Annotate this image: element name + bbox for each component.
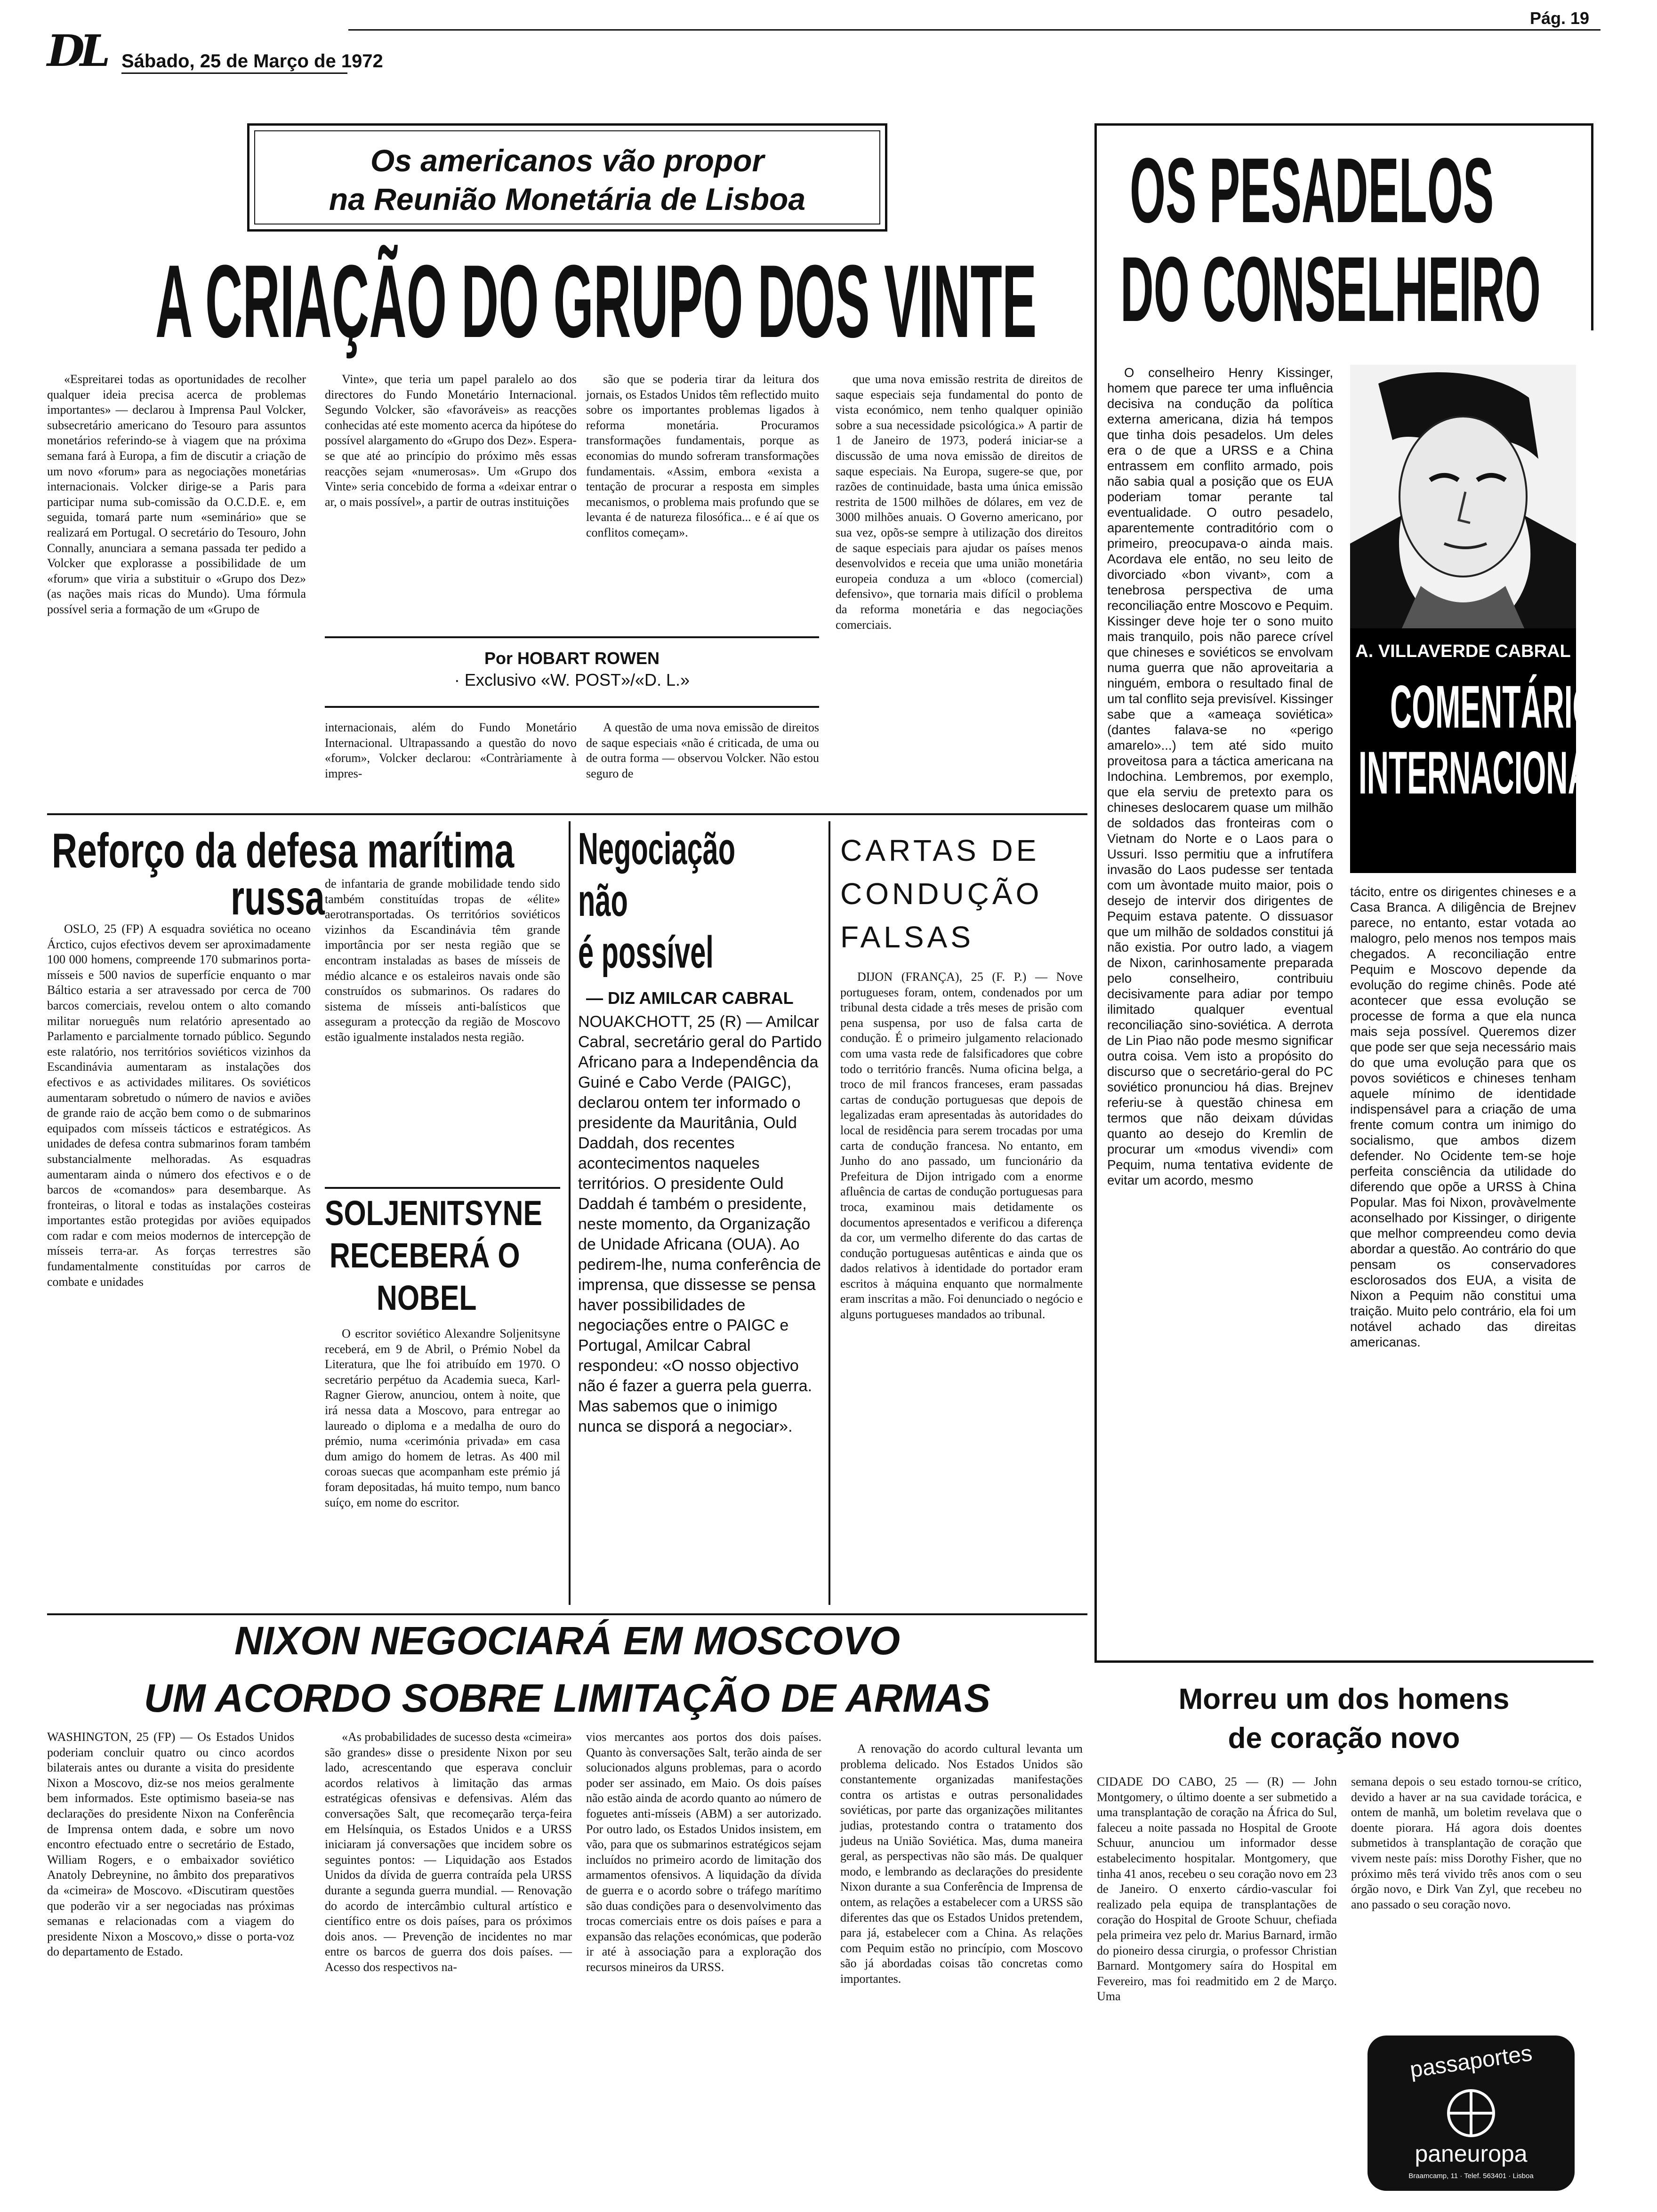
article5-body <box>578 1012 823 1605</box>
author-photo <box>1350 365 1608 873</box>
article6-body-text: DIJON (FRANÇA), 25 (F. P.) — Nove portugueses foram, ontem, condenados por um tribunal desta cidade a três meses de prisão com pena suspensa, por uso de falsa carta de condução. É o primeiro julgamento relacionado com uma vasta rede de falsificadores que cobre todo o território francês. Numa oficina belga, a troco de mil francos franceses, eram passadas cartas de condução portuguesas que depois de legalizadas eram apresentadas às autoridades do local de residência para serem trocadas por uma carta de condução francesa. No entanto, em Junho do ano passado, um funcionário da Prefeitura de Dijon intrigado com a enorme afluência de cartas de condução portuguesas para troca, examinou mais detidamente os documentos apresentados e verificou a diferença da cor, um vermelho diferente do das cartas de condução portuguesas autênticas e ainda que os dados relativos à identidade do portador eram escritos à máquina enquanto que normalmente eram inscritas a mão. Foi denunciado o negócio e alguns portugueses mandados ao tribunal. <box>840 970 1083 1322</box>
article8-col1-text: CIDADE DO CABO, 25 — (R) — John Montgomery, o último doente a ser submetido a uma transplantação de coração na África do Sul, faleceu a noite passada no Hospital de Groote Schuur, anunciou um informador desse estabelecimento hospitalar. Montgomery, que tinha 41 anos, recebeu o seu coração novo em 23 de Janeiro. O enxerto cárdio-vascular foi realizado pela equipa de transplantações de coração do Hospital de Groote Schuur, chefiada pela primeira vez pelo dr. Marius Barnard, irmão do pioneiro dessa cirurgia, o professor Christian Barnard. Montgomery saíra do Hospital em Fevereiro, mas foi readmitido em 2 de Março. Uma <box>1097 1775 1337 2004</box>
kicker-line-1: Os americanos vão propor <box>370 143 764 178</box>
article7-col2-text: «As probabilidades de sucesso desta «cimeira» são grandes» disse o presidente Nixon por seu lado, acrescentando que esperava concluir acordos relativos à limitação das armas estratégicas ofensivas e defensivas. Além das conversações Salt, que recomeçarão terça-feira em Helsínquia, os Estados Unidos e a URSS iniciaram já conversações que incidem sobre os seguintes pontos: — Liquidação aos Estados Unidos da dívida de guerra contraída pela URSS durante a segunda guerra mundial. — Renovação do acordo de intercâmbio cultural artístico e científico entre os dois países, para os próximos dois anos. — Prevenção de incidentes no mar entre os barcos de guerra dos dois países. — Acesso dos respectivos na- <box>325 1730 572 1974</box>
article2-col2-text: tácito, entre os dirigentes chineses e a Casa Branca. A diligência de Brejnev parece, no entanto, estar votada ao malogro, pelo menos nos tempos mais chegados. A reconciliação entre Pequim e Moscovo depende da evolução do regime chinês. Pode até acontecer que essa evolução se processe de forma a que ela nunca mais seja possível. Queremos dizer que pode ser que seja necessário mais do que uma evolução para que os povos soviéticos e chineses tenham aquele mínimo de identidade indispensável para a criação de uma frente comum contra um inimigo do socialismo, que ambos dizem defender. No Ocidente tem-se hoje perfeita consciência da utilidade do diferendo que opõe a URSS à China Popular. Mas foi Nixon, provàvelmente aconselhado por Kissinger, o dirigente que melhor compreendeu como devia abordar a questão. Ao contrário do que pensam os conservadores esclorosados dos EUA, a visita de Nixon a Pequim não constitui uma traição. Muito pelo contrário, ela foi um notável achado das direitas americanas. <box>1350 884 1576 1349</box>
advert-tagline: passaportes <box>1408 2041 1534 2083</box>
article6-headline-line2: CONDUÇÃO <box>840 877 1043 911</box>
article5-subhead: — DIZ AMILCAR CABRAL <box>586 988 794 1008</box>
article4-headline-line2: RECEBERÁ O <box>330 1236 520 1275</box>
article1-col2b-text: internacionais, além do Fundo Monetário Internacional. Ultrapassando a questão do novo «forum», Volcker declarou: «Contràriamente à impres- <box>325 721 577 780</box>
article7-col1-text: WASHINGTON, 25 (FP) — Os Estados Unidos poderiam concluir quatro ou cinco acordos bilaterais antes ou durante a visita do presidente Nixon a Moscovo, diz-se nos meios geralmente bem informados. Este optimismo baseia-se nas declarações do presidente Nixon na Conferência de Imprensa ontem dada, e sobre um novo encontro efectuado entre o secretário de Estado, William Rogers, e o embaixador soviético Anatoly Debreynine, no âmbito dos preparativos da «cimeira» de Moscovo. «Discutiram questões que poderão vir a ser negociadas nas próximas semanas e relacionadas com a viagem do presidente Nixon a Moscovo,» disse o porta-voz do departamento de Estado. <box>47 1730 294 1959</box>
article1-col2-text: Vinte», que teria um papel paralelo ao dos directores do Fundo Monetário Internacional. Segundo Volcker, são «favoráveis» as reacções conhecidas até este momento acerca da hipótese do possível alargamento do «Grupo dos Dez». Espera-se que até ao princípio do próximo mês essas reacções sejam «numerosas». Um «Grupo dos Vinte» seria concebido de forma a «deixar entrar o ar, o mais possível», a partir de outras instituições <box>325 372 577 509</box>
article5-headline-line3: é possível <box>578 927 714 978</box>
article1-col2 <box>325 372 577 628</box>
article8-headline-line2: de coração novo <box>1228 1722 1460 1755</box>
article7-col3-text: vios mercantes aos portos dos dois países. Quanto às conversações Salt, terão ainda de ser solucionados alguns problemas, para o acordo poder ser assinado, em Maio. Os dois países não estão ainda de acordo quanto ao número de foguetes anti-mísseis (ABM) a ser autorizado. Por outro lado, os Estados Unidos insistem, em vão, para que os submarinos estratégicos sejam incluídos no primeiro acordo de limitação dos armamentos ofensivos. A liquidação da dívida de guerra e o acordo sobre o tráfego marítimo são duas condições para o desenvolvimento das trocas comerciais entre os dois países e para a expansão das relações económicas, que poderão ir até à associação para a exploração dos recursos mineiros da URSS. <box>586 1730 821 1974</box>
article1-col3-text: são que se poderia tirar da leitura dos jornais, os Estados Unidos têm reflectido muito sobre os importantes problemas ligados à reforma monetária. Procuramos transformações fundamentais, porque as economias do mundo sofreram transformações fundamentais. «Assim, embora «exista a tentação de procurar a resposta em simples mecanismos, o problema mais profundo que se levanta é de natureza filosófica... e é aí que os conflitos começam». <box>586 372 819 539</box>
article7-headline-line2: UM ACORDO SOBRE LIMITAÇÃO DE ARMAS <box>144 1676 991 1720</box>
article7-col2 <box>325 1730 572 2181</box>
advert-address: Braamcamp, 11 · Telef. 563401 · Lisboa <box>1408 2172 1534 2180</box>
article1-byline: Por HOBART ROWEN <box>484 649 660 668</box>
article1-col3b <box>586 720 819 805</box>
rubric-line2: INTERNACIONAL <box>1359 739 1608 807</box>
author-caption: A. VILLAVERDE CABRAL <box>1355 641 1571 661</box>
article1-col1-text: «Espreitarei todas as oportunidades de recolher qualquer ideia precisa acerca de problemas importantes» — declarou à Imprensa Paul Volcker, subsecretário americano do Tesouro para assuntos monetários referindo-se à viagem que na próxima semana fará à Europa, a fim de discutir a criação de um novo «forum» para as negociações monetárias internacionais. Volcker dirige-se a Paris para participar numa sub-comissão da O.C.D.E. e, em seguida, tomará parte num «seminário» que se realizará em Portugal. O secretário do Tesouro, John Connally, anunciara a semana passada ter pedido a Volcker que explorasse a possibilidade de um «forum» que viria a substituir o «Grupo dos Dez» (as nações mais ricas do Mundo). Uma fórmula possível seria a formação de um «Grupo de <box>47 372 306 616</box>
section-rule-mid <box>47 813 1087 815</box>
rubric-line1: COMENTÁRIO <box>1390 673 1596 741</box>
article4-headline-line3: NOBEL <box>377 1278 477 1317</box>
article2-border-top <box>1094 123 1593 126</box>
kicker-box <box>247 123 887 232</box>
masthead-date: Sábado, 25 de Março de 1972 <box>121 51 383 72</box>
article1-col3b-text: A questão de uma nova emissão de direitos de saque especiais «não é criticada, de uma ou de outra forma — observou Volcker. Não estou seguro de <box>586 721 819 780</box>
advert-brand: paneuropa <box>1415 2140 1528 2167</box>
article1-byline-source: · Exclusivo «W. POST»/«D. L.» <box>454 670 690 689</box>
article7-col3 <box>586 1730 821 2181</box>
article4-body-text: O escritor soviético Alexandre Soljenitsyne receberá, em 9 de Abril, o Prémio Nobel da Literatura, que lhe foi atribuído em 1970. O secretário perpétuo da Academia sueca, Karl-Ragner Gierow, anunciou, ontem à noite, que irá nessa data a Moscovo, para entregar ao laureado o diploma e a medalha de ouro do prémio, numa «cerimónia privada» em casa dum amigo do homem de letras. As 400 mil coroas suecas que acompanham este prémio já foram depositadas, há muito tempo, num banco suíço, em nome do escritor. <box>325 1327 560 1509</box>
article6-rule-left <box>828 821 830 1605</box>
article6-headline-line3: FALSAS <box>840 920 974 954</box>
article5-headline-line1: Negociação <box>578 824 736 874</box>
article3-col2-text: de infantaria de grande mobilidade tendo sido também constituídas tropas de «élite» aerotransportadas. Os territórios soviéticos vizinhos da Escandinávia têm grande importância por ser nesta região que se encontram instaladas as bases de mísseis de médio alcance e os estaleiros navais onde são construídos os submarinos. Os radares do sistema de mísseis anti-balísticos que asseguram a protecção da região de Moscovo estão igualmente instalados nesta região. <box>325 877 560 1044</box>
article2-col2 <box>1350 884 1576 1656</box>
masthead-rule <box>121 72 347 74</box>
article7-col4 <box>840 1741 1083 2181</box>
article8-col2 <box>1351 1774 1582 2031</box>
article2-headline-line2: DO CONSELHEIRO <box>1120 238 1541 341</box>
article1-headline: A CRIAÇÃO DO GRUPO DOS VINTE <box>155 243 1037 359</box>
article7-col1 <box>47 1730 294 2181</box>
article5-rule-left <box>569 821 571 1605</box>
article7-headline-line1: NIXON NEGOCIARÁ EM MOSCOVO <box>234 1619 901 1663</box>
article3-col2 <box>325 876 560 1206</box>
article7-rule-top <box>47 1613 1087 1615</box>
article2-border-right <box>1591 123 1593 330</box>
byline-rule-top <box>325 636 819 638</box>
article5-body-text: NOUAKCHOTT, 25 (R) — Amilcar Cabral, secretário geral do Partido Africano para a Independência da Guiné e Cabo Verde (PAIGC), declarou ontem ter informado o presidente da Mauritânia, Ould Daddah, dos recentes acontecimentos naqueles territórios. O presidente Ould Daddah é também o presidente, neste momento, da Organização de Unidade Africana (OUA). Ao pedirem-lhe, numa conferência de imprensa, que dissesse se pensa haver possibilidades de negociações entre o PAIGC e Portugal, Amilcar Cabral respondeu: «O nosso objectivo não é fazer a guerra pela guerra. Mas sabemos que o inimigo nunca se disporá a negociar». <box>578 1013 822 1435</box>
article2-col1-text: O conselheiro Henry Kissinger, homem que parece ter uma influência decisiva na condução da política externa americana, dizia há tempos que tinha dois pesadelos. Um deles era o de que a URSS e a China entrassem em conflito armado, pois não sabia qual a posição que os EUA poderiam tomar perante tal eventualidade. O outro pesadelo, aparentemente contraditório com o primeiro, preocupava-o ainda mais. Acordava ele então, no seu leito de divorciado «bon vivant», com a tenebrosa perspectiva de uma reconciliação entre Moscovo e Pequim. Kissinger deve hoje ter o sono muito mais tranquilo, pois não parece crível que chineses e soviéticos se envolvam numa guerra que não aproveitaria a ninguém, embora o resultado final de um tal conflito seja previsível. Kissinger sabe que a «ameaça soviética» (dantes falava-se no «perigo amarelo»...) tem até sido muito proveitosa para a táctica americana na Indochina. Lembremos, por exemplo, que ela serviu de pretexto para os chineses deslocarem quase um milhão de soldados das fronteiras com o Vietnam do Norte e o Laos para o Ussuri. Isso permitiu que a infrutífera invasão do Laos pudesse ser tentada com um àvontade muito maior, pois o desejo de intervir dos dirigentes de Pequim estava patente. O dissuasor que um milhão de soldados constitui já não existia. Por outro lado, a viagem de Nixon, carinhosamente preparada pelo conselheiro, contribuiu decisivamente para adiar por tempo ilimitado qualquer eventual reconciliação sino-soviética. A derrota de Lin Piao não pode mesmo significar outra coisa. Vem isto a propósito do discurso que o secretário-geral do PC soviético pronunciou há dias. Brejnev referiu-se à questão chinesa em termos que não deixam dúvidas quanto ao desejo do Kremlin de procurar um «modus vivendi» com Pequim, numa tentativa evidente de evitar um acordo, mesmo <box>1107 365 1333 1187</box>
paneuropa-advert <box>1367 2036 1575 2191</box>
article3-col1 <box>47 922 311 1609</box>
article4-rule-top <box>325 1187 560 1189</box>
author-portrait-icon <box>1350 365 1576 628</box>
article2-border-left <box>1094 123 1097 1662</box>
article8-col1 <box>1097 1774 1337 2188</box>
article6-headline-line1: CARTAS DE <box>840 834 1040 867</box>
article3-col1-text: OSLO, 25 (FP) A esquadra soviética no oceano Árctico, cujos efectivos devem ser aproximadamente 100 000 homens, compreende 170 submarinos porta-mísseis e 500 navios de superfície enquanto o mar Báltico estaria a ser atravessado por cerca de 700 barcos comerciais, revelou ontem o alto comando militar norueguês num relatório apresentado ao Parlamento e parcialmente tornado público. Segundo este ralatório, nos territórios soviéticos vizinhos da Escandinávia aumentaram as instalações dos efectivos e as actividades militares. Os soviéticos aumentaram sobretudo o número de navios e aviões de grande raio de acção bem como o de submarinos equipados com mísseis tácticos e estratégicos. As unidades de defesa contra submarinos foram também substancialmente melhoradas. As esquadras aumentaram ainda o número dos efectivos e o de barcos de «comandos» para desembarque. As fronteiras, o litoral e todas as instalações costeiras importantes estão protegidas por aviões equipados com radar e com meios modernos de intercepção de mísseis terra-ar. As forças terrestres são fundamentalmente constituídas por carros de combate e unidades <box>47 922 311 1289</box>
article2-border-bottom <box>1094 1660 1593 1663</box>
article5-headline-line2: não <box>578 875 628 926</box>
article1-col1 <box>47 372 306 805</box>
top-rule <box>348 29 1601 31</box>
article8-headline-line1: Morreu um dos homens <box>1178 1683 1510 1715</box>
article3-headline-line2: russa <box>231 871 325 925</box>
globe-cross-icon <box>1445 2087 1497 2139</box>
article8-col2-text: semana depois o seu estado tornou-se crítico, devido a haver ar na sua cavidade torácica, e ontem de manhã, um boletim revelava que o doente piorara. Há agora dois doentes submetidos à transplantação de coração que vivem neste país: miss Dorothy Fisher, que no próximo mês terá vivido três anos com o seu órgão novo, e Dirk Van Zyl, que recebeu no ano passado o seu coração novo. <box>1351 1775 1582 1911</box>
kicker-line-2: na Reunião Monetária de Lisboa <box>329 182 806 216</box>
article1-col4 <box>836 372 1083 805</box>
article1-col2b <box>325 720 577 805</box>
article4-headline-line1: SOLJENITSYNE <box>325 1194 542 1233</box>
masthead-logo: DL <box>47 25 106 76</box>
article2-headline-line1: OS PESADELOS <box>1130 139 1494 242</box>
article6-body <box>840 970 1083 1605</box>
article1-col4-text: que uma nova emissão restrita de direitos de saque especiais seja fundamental do ponto de vista económico, nem tenho qualquer opinião sobre a sua necessidade psicológica.» A partir de 1 de Janeiro de 1973, poderá iniciar-se a discussão de uma nova emissão de direitos de saque especiais. Na Europa, sugere-se que, por razões de continuidade, basta uma única emissão restrita de 1500 milhões de dólares, em vez de 3000 milhões anuais. O Governo americano, por sua vez, opõs-se sempre à utilização dos direitos de saque especiais para ajudar os países menos desenvolvidos e receia que uma união monetária europeia conduza a um «bloco (comercial) defensivo», que tornaria mais difícil o problema da reforma monetária e das negociações comerciais. <box>836 372 1083 632</box>
byline-rule-bottom <box>325 706 819 708</box>
article3-headline-line1: Reforço da defesa marítima <box>52 824 515 878</box>
article4-body <box>325 1326 560 1613</box>
page-number: Pág. 19 <box>1530 8 1590 28</box>
article1-col3 <box>586 372 819 628</box>
article2-col1 <box>1107 365 1333 1654</box>
article7-col4-text: A renovação do acordo cultural levanta um problema delicado. Nos Estados Unidos são constantemente organizadas manifestações contra os artistas e outras personalidades soviéticas, por parte das organizações militantes judias, protestando contra o tratamento dos judeus na União Soviética. Mas, duma maneira geral, as perspectivas não são más. De qualquer modo, e lembrando as declarações do presidente Nixon durante a sua Conferência de Imprensa de ontem, as relações a estabelecer com a URSS são diferentes das que os Estados Unidos pretendem, para já, estabelecer com a China. As relações com Pequim estão no princípio, com Moscovo são já abordadas coisas tão concretas como importantes. <box>840 1742 1083 1986</box>
